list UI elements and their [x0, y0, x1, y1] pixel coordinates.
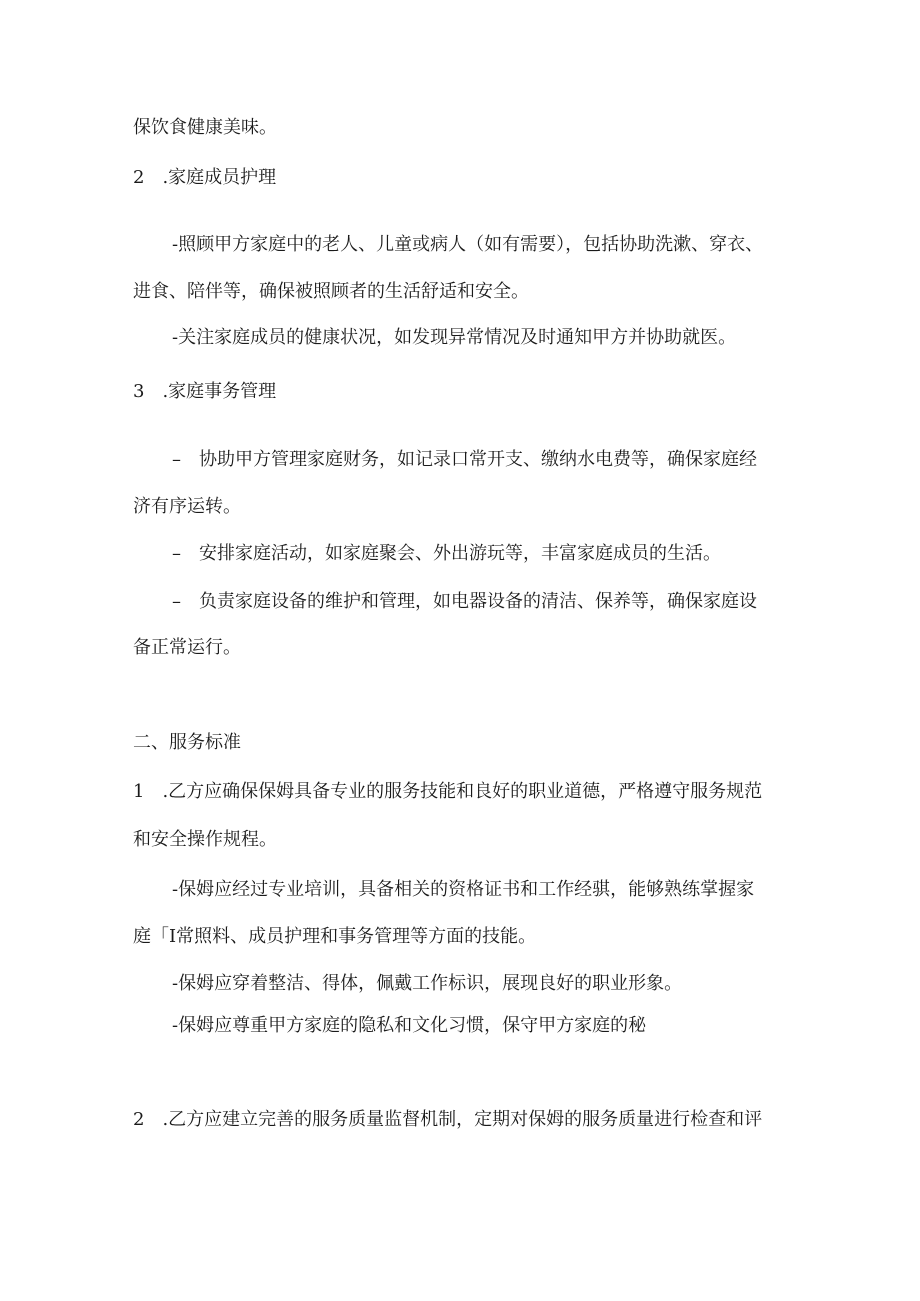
body-text-line: 保饮食健康美味。	[133, 117, 277, 138]
numbered-item: 2 .乙方应建立完善的服务质量监督机制，定期对保姆的服务质量进行检查和评	[133, 1109, 763, 1130]
body-text-line: -保姆应尊重甲方家庭的隐私和文化习惯，保守甲方家庭的秘	[172, 1015, 647, 1036]
body-text-line: – 负责家庭设备的维护和管理，如电器设备的清洁、保养等，确保家庭设	[172, 591, 757, 612]
body-text-line: – 协助甲方管理家庭财务，如记录口常开支、缴纳水电费等，确保家庭经	[172, 449, 757, 470]
body-text-line: – 安排家庭活动，如家庭聚会、外出游玩等，丰富家庭成员的生活。	[172, 543, 721, 564]
body-text-line: -关注家庭成员的健康状况，如发现异常情况及时通知甲方并协助就医。	[172, 327, 737, 348]
numbered-item: 1 .乙方应确保保姆具备专业的服务技能和良好的职业道德，严格遵守服务规范	[133, 781, 763, 802]
body-text-line: 备正常运行。	[133, 637, 241, 658]
body-text-line: -保姆应经过专业培训，具备相关的资格证书和工作经骐，能够熟练掌握家	[172, 879, 755, 900]
body-text-line: 济有序运转。	[133, 496, 241, 517]
section-heading: 3 .家庭事务管理	[133, 381, 277, 402]
body-text-line: 庭「I常照料、成员护理和事务管理等方面的技能。	[133, 926, 537, 947]
chapter-heading: 二、服务标准	[133, 732, 241, 753]
body-text-line: -保姆应穿着整洁、得体，佩戴工作标识，展现良好的职业形象。	[172, 973, 683, 994]
body-text-line: 和安全操作规程。	[133, 829, 277, 850]
body-text-line: -照顾甲方家庭中的老人、儿童或病人（如有需要），包括协助洗漱、穿衣、	[172, 234, 764, 255]
section-heading: 2 .家庭成员护理	[133, 167, 277, 188]
body-text-line: 进食、陪伴等，确保被照顾者的生活舒适和安全。	[133, 281, 529, 302]
